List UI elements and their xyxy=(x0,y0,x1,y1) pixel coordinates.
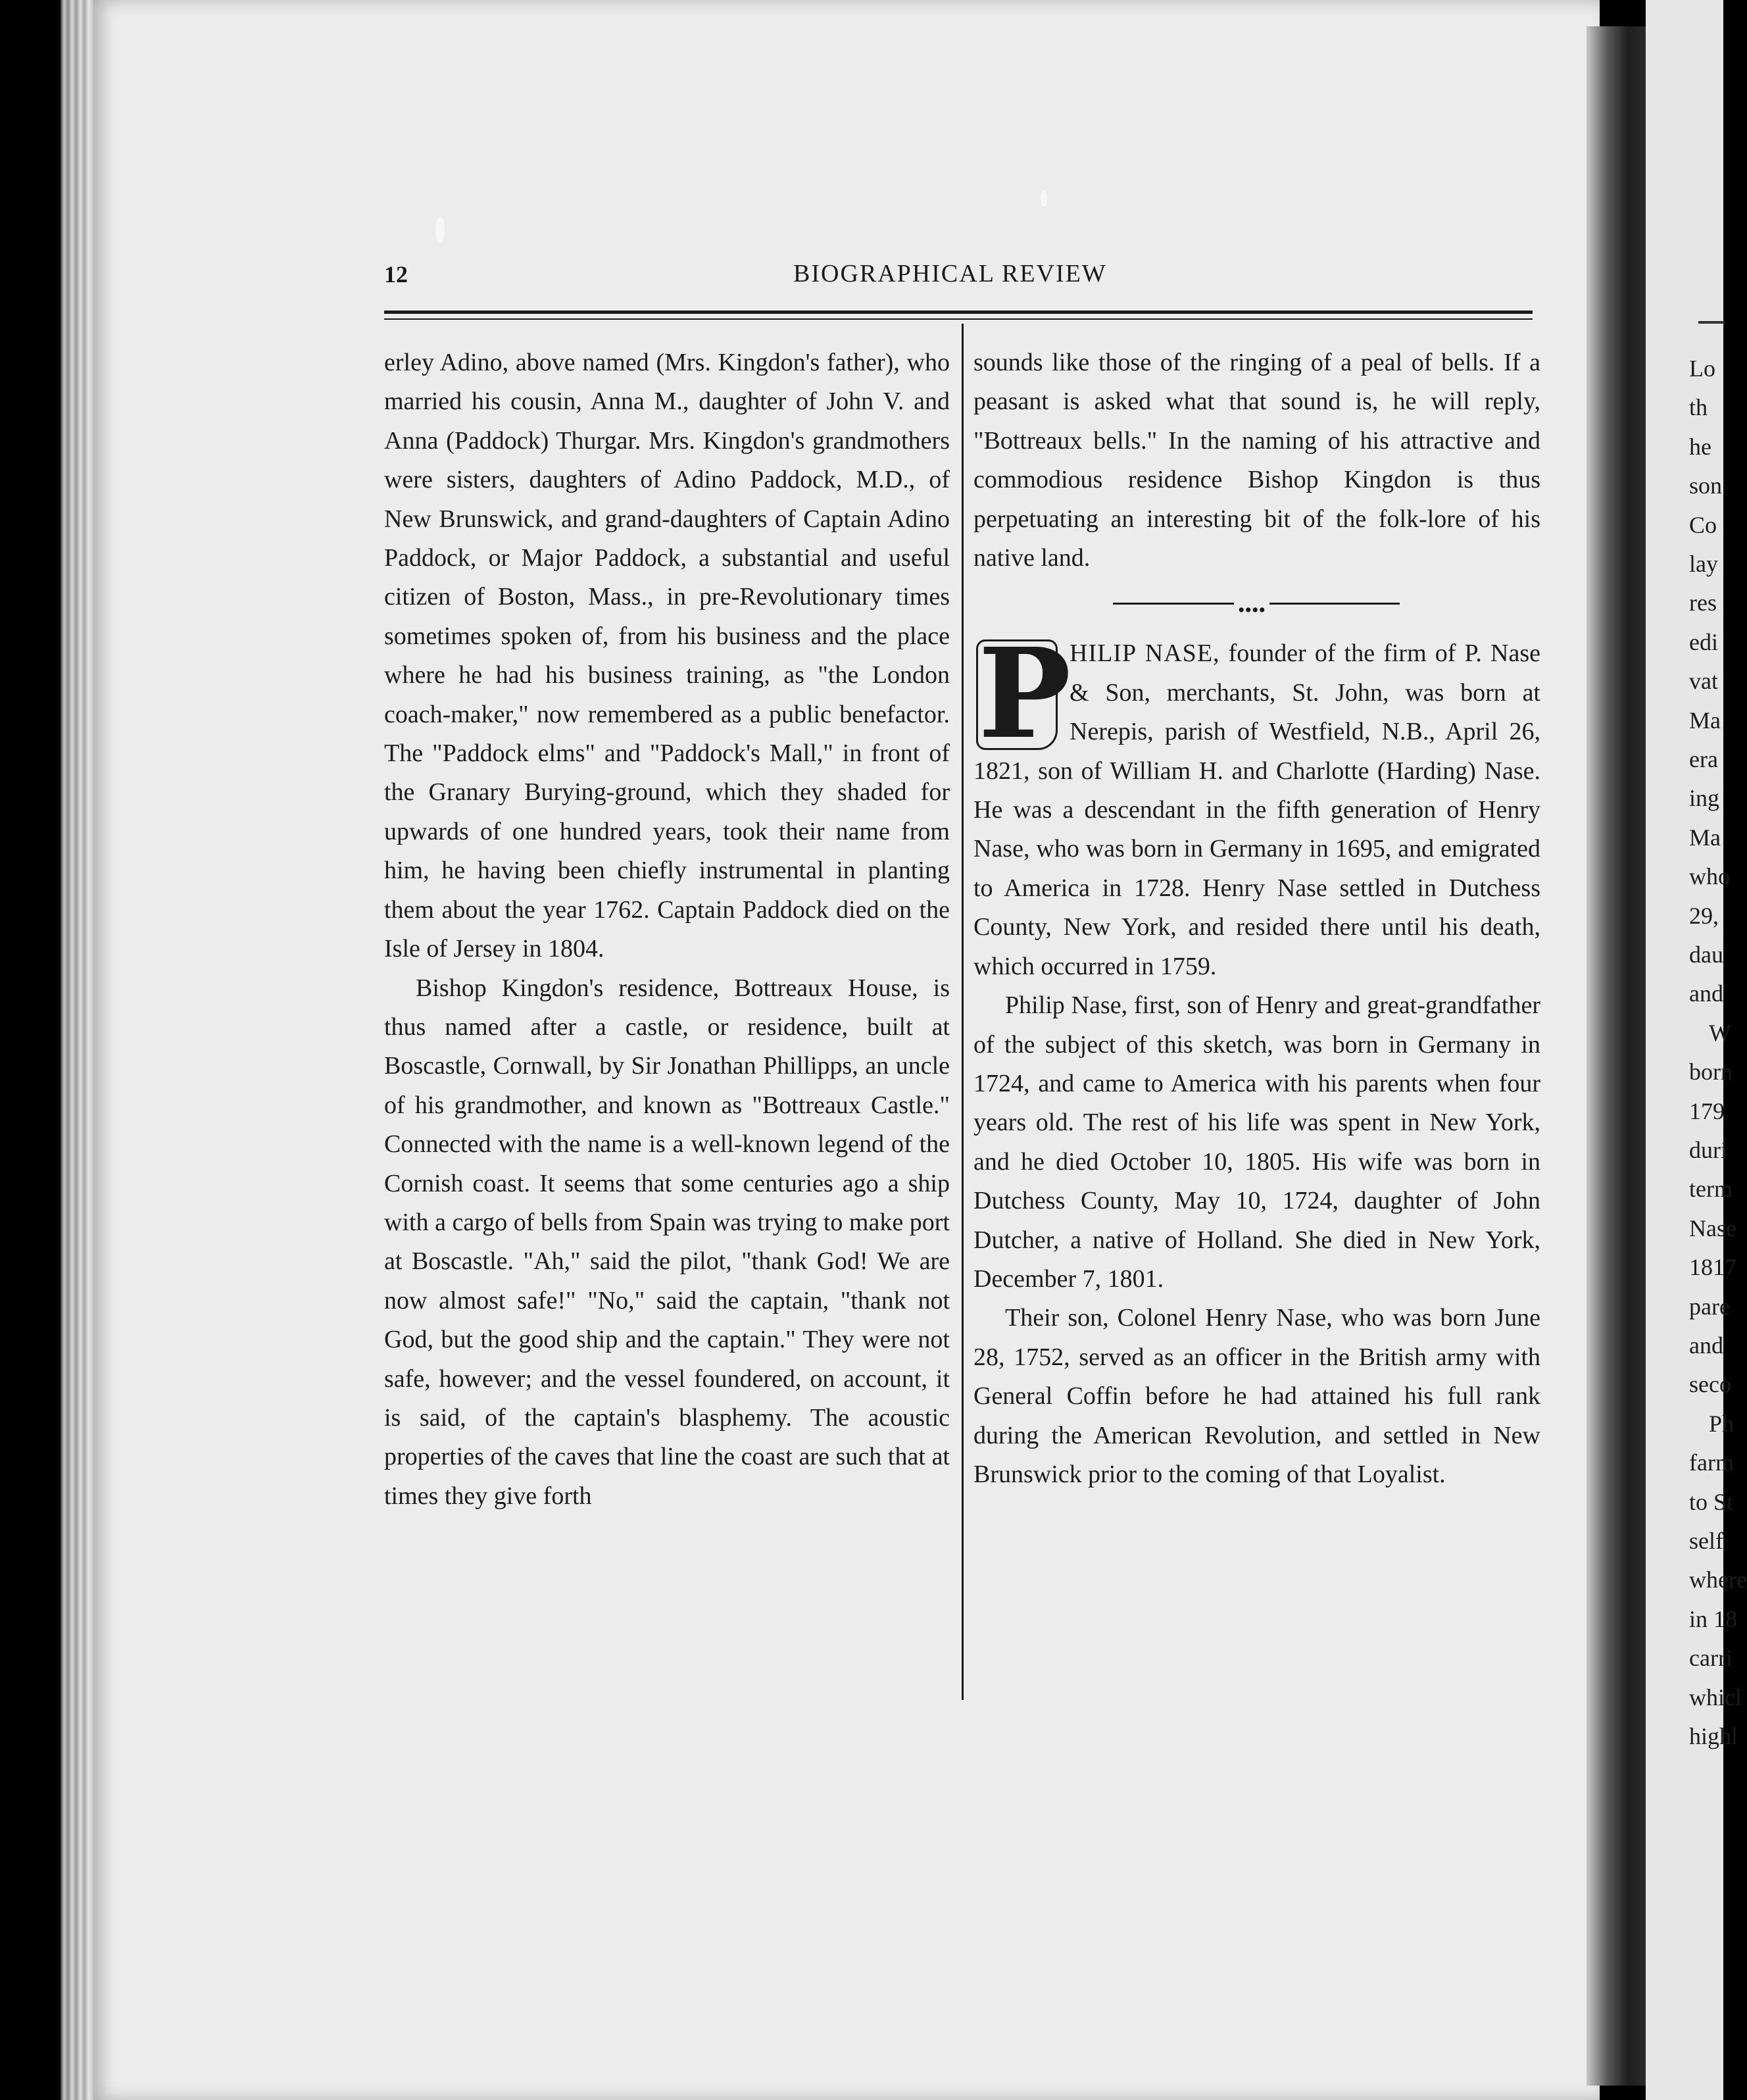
paper-mark xyxy=(1041,191,1047,207)
next-page-fragment: W xyxy=(1709,1019,1731,1046)
next-page-fragment: self xyxy=(1689,1528,1723,1554)
next-page-fragment: to St xyxy=(1689,1488,1734,1515)
right-column xyxy=(973,343,1540,1494)
next-page-fragment: duri xyxy=(1689,1137,1727,1163)
next-page-fragment: Ph xyxy=(1709,1410,1735,1437)
header-rule-thin xyxy=(384,318,1533,320)
bio-opening xyxy=(973,621,1540,986)
next-page-fragment: in 18 xyxy=(1689,1605,1738,1632)
book-edge xyxy=(61,0,95,2100)
page-number: 12 xyxy=(384,261,408,288)
paper-mark xyxy=(435,217,445,243)
next-page-fragment: Ma xyxy=(1689,824,1721,851)
next-page-fragment: vat xyxy=(1689,668,1718,695)
next-page-rule xyxy=(1698,321,1725,324)
next-page-fragment: dau xyxy=(1689,941,1723,968)
next-page-fragment: son xyxy=(1689,472,1723,499)
next-page-fragment: he xyxy=(1689,433,1711,460)
page-gutter-shadow xyxy=(1587,26,1646,2086)
next-page-fragment: lay xyxy=(1689,551,1718,577)
next-page-fragment: 29, xyxy=(1689,902,1719,929)
next-page-fragment: Lo xyxy=(1689,355,1715,382)
next-page-fragment: born xyxy=(1689,1059,1733,1086)
right-continuation: sounds like those of the ringing of a peal of bells. If a peasant is asked what that sound is, he will reply, "Bottreaux bells." In the naming of his attractive and commodious residence Bishop Kingdon is thus perpetuating an interesting bit of the folk-lore of his native land. xyxy=(973,349,1540,572)
left-column xyxy=(384,343,950,1516)
next-page-fragment: th xyxy=(1689,394,1708,421)
next-page-fragment: and xyxy=(1689,980,1723,1007)
next-page-fragment: carri xyxy=(1689,1645,1733,1672)
next-page-fragment: Ma xyxy=(1689,707,1721,734)
drop-cap: P xyxy=(976,639,1058,750)
running-title: BIOGRAPHICAL REVIEW xyxy=(793,260,1107,288)
next-page-fragment: seco xyxy=(1689,1371,1731,1398)
next-page-fragment: whicl xyxy=(1689,1684,1742,1711)
ornament-flourish-icon: •••• xyxy=(1234,591,1269,630)
bio-lead-caps: HILIP NASE, xyxy=(1070,639,1220,668)
next-page-fragment: Co xyxy=(1689,511,1717,538)
next-page-fragment: and xyxy=(1689,1332,1723,1359)
left-paragraph-2: Bishop Kingdon's residence, Bottreaux House, is thus named after a castle, or residence, built at Boscastle, Cornwall, by Sir Jonathan Phillipps, an uncle of his grandmother, and known as "Bottreaux Castle." Connected with the name is a well-known legend of the Cornish coast. It seems that some centuries ago a ship with a cargo of bells from Spain was trying to make port at Boscastle. "Ah," said the pilot, "thank God! We are now almost safe!" "No," said the captain, "thank not God, but the good ship and the captain." They were not safe, however; and the vessel foundered, on account, it is said, of the captain's blasphemy. The acoustic properties of the caves that line the coast are such that at times they give forth xyxy=(384,974,950,1510)
next-page-fragment: highl xyxy=(1689,1723,1738,1749)
next-page-fragment: edi xyxy=(1689,628,1718,655)
bio-paragraph-2: Philip Nase, first, son of Henry and great-grandfather of the subject of this sketch, was born in Germany in 1724, and came to America with his parents when four years old. The rest of his life was spent in New York, and he died October 10, 1805. His wife was born in Dutchess County, May 10, 1724, daughter of John Dutcher, a native of Holland. She died in New York, December 7, 1801. xyxy=(973,991,1540,1293)
next-page-fragment: res xyxy=(1689,589,1717,616)
next-page-fragment: term xyxy=(1689,1176,1733,1203)
next-page-fragment: pare xyxy=(1689,1293,1730,1320)
bio-first-text: founder of the firm of P. Nase & Son, merchants, St. John, was born at Nerepis, parish of Westfield, N.B., April 26, 1821, son of William H. and Charlotte (Harding) Nase. He was a descendant in the fifth generation of Henry Nase, who was born in Germany in 1695, and emigrated to America in 1728. Henry Nase settled in Dutchess County, New York, and resided there until his death, which occurred in 1759. xyxy=(973,639,1540,980)
next-page-fragment: farm xyxy=(1689,1449,1734,1476)
next-page-fragment: 1817 xyxy=(1689,1254,1736,1281)
section-ornament xyxy=(973,583,1540,622)
next-page-fragment: 179 xyxy=(1689,1097,1725,1124)
next-page-fragment: Nase xyxy=(1689,1214,1736,1241)
bio-paragraph-3: Their son, Colonel Henry Nase, who was born June 28, 1752, served as an officer in the British army with General Coffin before he had attained his full rank during the American Revolution, and settled in New Brunswick prior to the coming of that Loyalist. xyxy=(973,1304,1540,1488)
left-paragraph-1: erley Adino, above named (Mrs. Kingdon's father), who married his cousin, Anna M., daughter of John V. and Anna (Paddock) Thurgar. Mrs. Kingdon's grandmothers were sisters, daughters of Adino Paddock, M.D., of New Brunswick, and grand-daughters of Captain Adino Paddock, or Major Paddock, a substantial and useful citizen of Boston, Mass., in pre-Revolutionary times sometimes spoken of, from his business and the place where he had his business training, as "the London coach-maker," now remembered as a public benefactor. The "Paddock elms" and "Paddock's Mall," in front of the Granary Burying-ground, which they shaded for upwards of one hundred years, took their name from him, he having been chiefly instrumental in planting them about the year 1762. Captain Paddock died on the Isle of Jersey in 1804. xyxy=(384,349,950,963)
next-page-fragment: era xyxy=(1689,746,1718,772)
header-rule xyxy=(384,311,1533,314)
next-page-fragment: where xyxy=(1689,1566,1747,1593)
next-page-edge xyxy=(1646,0,1747,2100)
column-divider xyxy=(962,324,964,1700)
next-page-fragment: ing xyxy=(1689,785,1720,812)
next-page-fragment: who xyxy=(1689,863,1730,890)
